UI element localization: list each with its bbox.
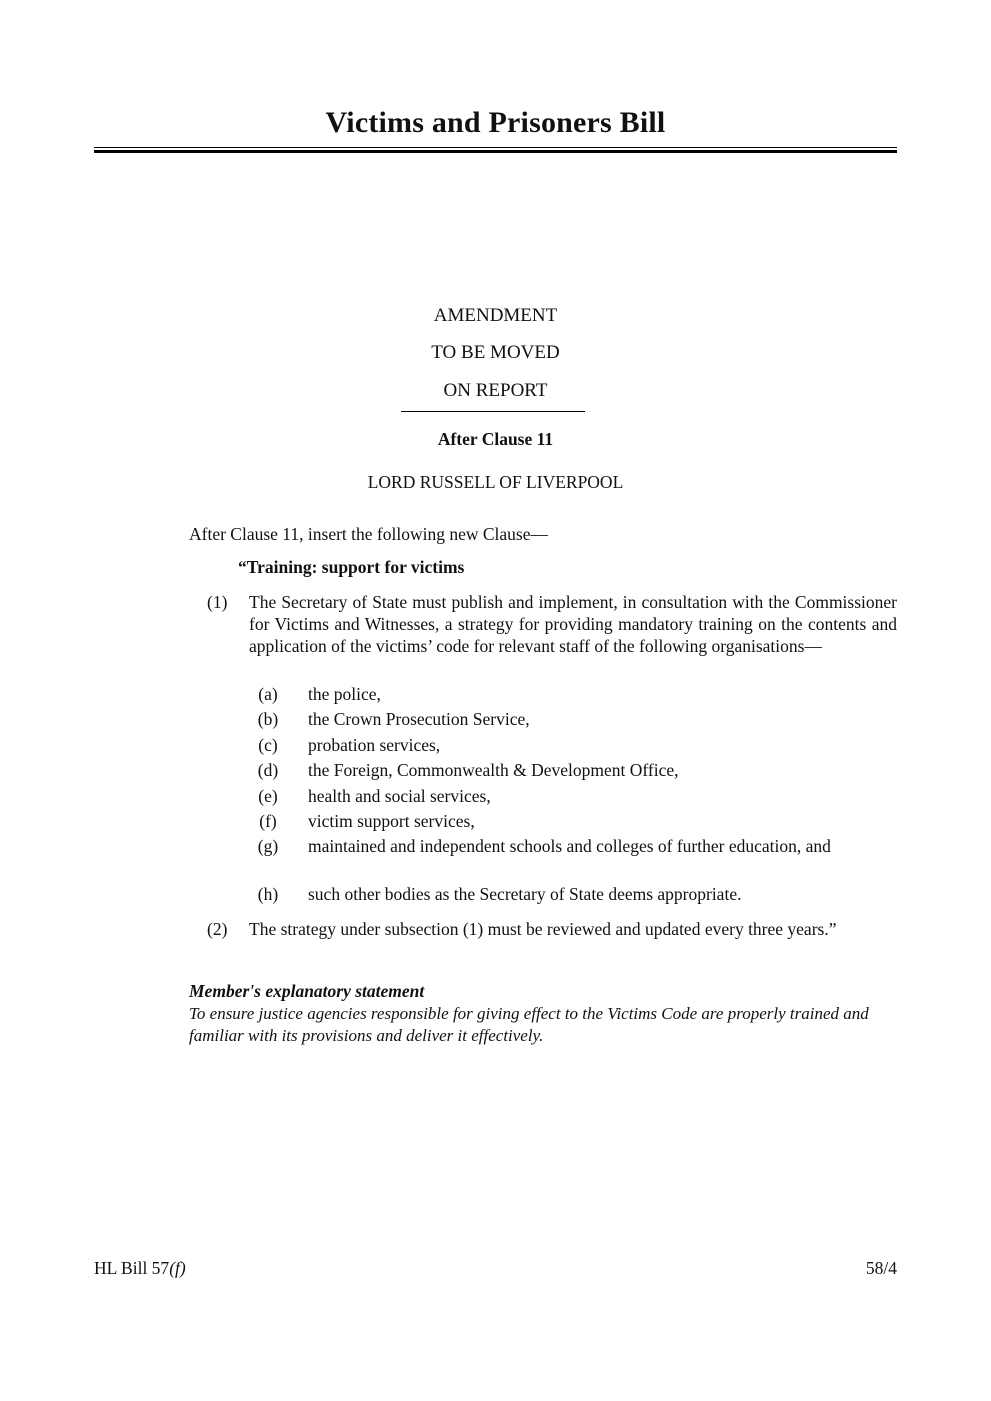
- paragraph-number: (a): [258, 684, 278, 704]
- subsection-1: [189, 591, 897, 657]
- amendment-intro: After Clause 11, insert the following new Clause—: [189, 524, 548, 544]
- paragraph-number: (f): [259, 811, 277, 831]
- paragraph-text: victim support services,: [308, 811, 475, 831]
- paragraph-text: probation services,: [308, 735, 441, 755]
- paragraph-number: (c): [258, 735, 278, 755]
- position-heading: After Clause 11: [437, 429, 554, 449]
- bill-title: Victims and Prisoners Bill: [325, 106, 666, 139]
- paragraph-g: [248, 835, 897, 857]
- explanatory-statement-text: To ensure justice agencies responsible for giving effect to the Victims Code are properly trained and familiar with its provisions and deliver it effectively.: [189, 1004, 869, 1045]
- subsection-number: (2): [207, 919, 228, 939]
- page-reference: 58/4: [865, 1258, 897, 1278]
- member-name: LORD RUSSELL OF LIVERPOOL: [367, 472, 624, 492]
- heading-divider: [401, 411, 585, 412]
- paragraph-number: (e): [258, 786, 278, 806]
- new-clause-title: “Training: support for victims: [238, 557, 465, 577]
- paragraph-d: [248, 759, 897, 781]
- bill-suffix: (f): [169, 1258, 186, 1278]
- subsection-text: The Secretary of State must publish and implement, in consultation with the Commissioner for Victims and Witnesses, a strategy for providing mandatory training on the contents and application of the victims’ code for relevant staff of the following organisations—: [249, 592, 897, 656]
- paragraph-number: (g): [257, 836, 279, 856]
- paragraph-h: [248, 883, 897, 905]
- paragraph-number: (h): [257, 884, 279, 904]
- bill-number: HL Bill 57: [94, 1258, 170, 1278]
- paragraph-number: (b): [257, 709, 279, 729]
- subsection-text: The strategy under subsection (1) must be reviewed and updated every three years.”: [249, 919, 837, 939]
- paragraph-e: [248, 785, 897, 807]
- paragraph-text: the Foreign, Commonwealth & Development Office,: [308, 760, 679, 780]
- paragraph-b: [248, 708, 897, 730]
- amendment-label: AMENDMENT: [433, 305, 558, 326]
- paragraph-a: [248, 683, 897, 705]
- bill-reference: [94, 1258, 186, 1279]
- paragraph-text: the Crown Prosecution Service,: [308, 709, 530, 729]
- paragraph-number: (d): [257, 760, 279, 780]
- paragraph-f: [248, 810, 897, 832]
- paragraph-text: health and social services,: [308, 786, 491, 806]
- subsection-2: [189, 918, 897, 940]
- explanatory-statement-heading: Member's explanatory statement: [189, 981, 425, 1001]
- paragraph-text: such other bodies as the Secretary of State deems appropriate.: [308, 884, 742, 904]
- paragraph-text: the police,: [308, 684, 381, 704]
- subsection-number: (1): [207, 592, 228, 612]
- title-rule-thin: [94, 147, 897, 148]
- paragraph-text: maintained and independent schools and colleges of further education, and: [308, 836, 831, 856]
- to-be-moved-label: TO BE MOVED: [431, 342, 560, 363]
- title-rule-thick: [94, 150, 897, 153]
- paragraph-c: [248, 734, 897, 756]
- on-report-label: ON REPORT: [443, 380, 548, 401]
